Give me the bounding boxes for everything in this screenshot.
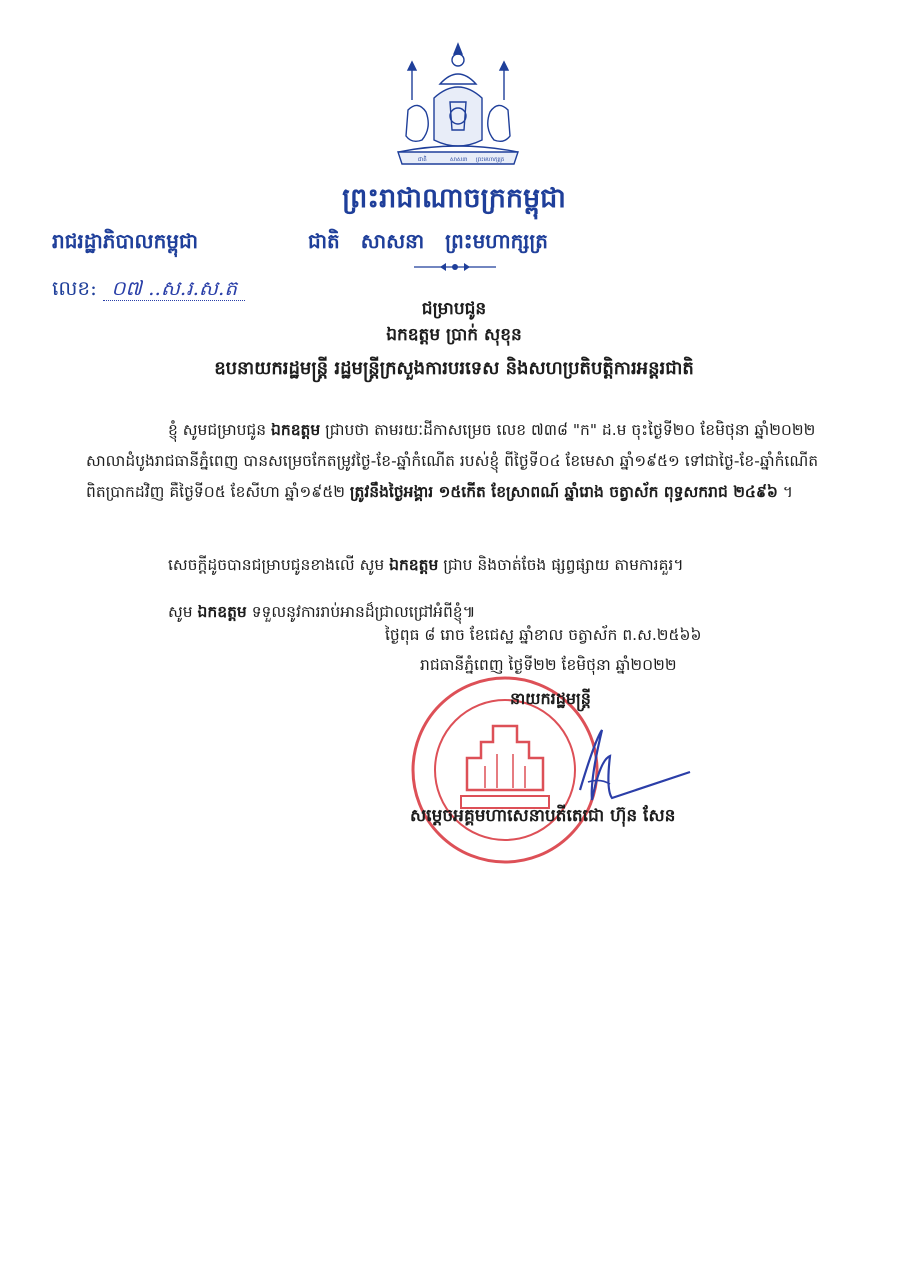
notice-heading: ជម្រាបជូន <box>421 299 487 319</box>
recipient-title: ឧបនាយករដ្ឋមន្ត្រី រដ្ឋមន្ត្រីក្រសួងការបរទេស និងសហប្រតិបត្តិការអន្តរជាតិ <box>214 358 694 379</box>
place-date: រាជធានីភ្នំពេញ ថ្ងៃទី២២ ខែមិថុនា ឆ្នាំ២០២២ <box>420 656 677 674</box>
national-motto: ជាតិ សាសនា ព្រះមហាក្សត្រ <box>308 229 548 253</box>
body-paragraph-3 <box>168 597 828 628</box>
p1-text: ជ្រាបថា តាមរយៈដីកាសម្រេច លេខ ៧៣៨ "ក" ដ.ម ចុះថ្ងៃទី២០ ខែមិថុនា ឆ្នាំ២០២២ សាលាដំបូងរាជធានីភ្នំពេញ បានសម្រេចកែតម្រូវថ្ងៃ-ខែ-ឆ្នាំកំណើត របស់ខ្ញុំ ពីថ្ងៃទី០៤ ខែមេសា ឆ្នាំ១៩៥១ ទៅជាថ្ងៃ-ខែ-ឆ្នាំកំណើតពិតប្រាកដវិញ គឺថ្ងៃទី០៥ ខែសីហា ឆ្នាំ១៩៥២ <box>86 421 819 501</box>
emblem-text-3: ព្រះមហាក្សត្រ <box>476 157 505 163</box>
emblem-text-1: ជាតិ <box>418 157 427 163</box>
p3-text-a: សូម <box>168 603 193 621</box>
reference-label: លេខ: <box>52 276 97 300</box>
p1-bold-date: ត្រូវនឹងថ្ងៃអង្គារ ១៥កើត ខែស្រាពណ៍ ឆ្នាំរោង ចត្វាស័ក ពុទ្ធសករាជ ២៤៩៦ <box>349 483 778 501</box>
emblem-text-2: សាសនា <box>450 157 468 163</box>
p2-text-a: សេចក្តីដូចបានជម្រាបជូនខាងលើ សូម <box>168 556 385 574</box>
p2-text-b: ជ្រាប និងចាត់ចែង ផ្សព្វផ្សាយ តាមការគួរ។ <box>443 556 684 574</box>
p1-honorific: ឯកឧត្តម <box>271 421 321 439</box>
ornament-divider-icon <box>410 260 500 274</box>
p1-intro: ខ្ញុំ សូមជម្រាបជូន <box>168 421 267 439</box>
reference-value: ០៧ ..ស.រ.ស.ត <box>103 276 245 301</box>
p2-honorific: ឯកឧត្តម <box>389 556 439 574</box>
p3-text-b: ទទួលនូវការរាប់អានដ៏ជ្រាលជ្រៅអំពីខ្ញុំ៕ <box>251 603 476 621</box>
lunar-date: ថ្ងៃពុធ ៨ រោច ខែជេស្ឋ ឆ្នាំខាល ចត្វាស័ក ព.ស.២៥៦៦ <box>385 626 702 644</box>
p1-end: ។ <box>777 483 794 501</box>
p3-honorific: ឯកឧត្តម <box>197 603 247 621</box>
royal-emblem-icon <box>388 40 528 180</box>
body-paragraph-2 <box>168 550 828 581</box>
signer-name: សម្តេចអគ្គមហាសេនាបតីតេជោ ហ៊ុន សែន <box>410 806 676 826</box>
government-name: រាជរដ្ឋាភិបាលកម្ពុជា <box>52 229 198 253</box>
signer-title: នាយករដ្ឋមន្ត្រី <box>510 689 591 708</box>
body-paragraph-1 <box>86 415 830 508</box>
recipient-name: ឯកឧត្តម ប្រាក់ សុខុន <box>386 325 522 345</box>
kingdom-title: ព្រះរាជាណាចក្រកម្ពុជា <box>342 183 566 214</box>
